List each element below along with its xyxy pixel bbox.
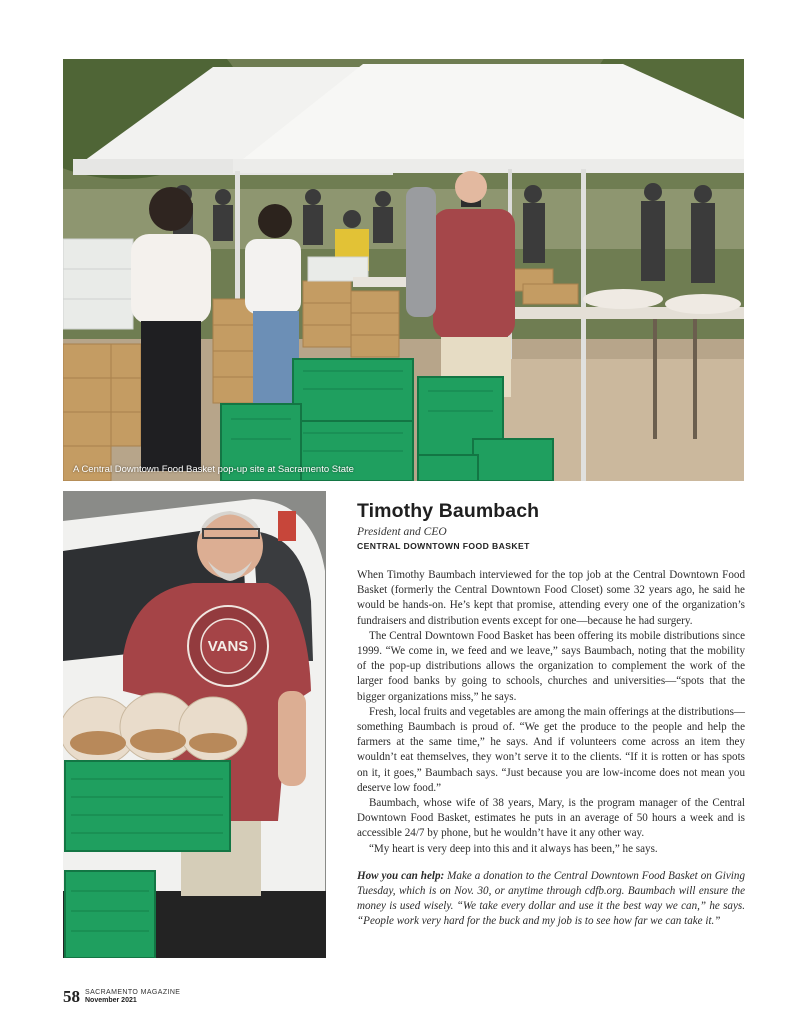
photo-portrait — [63, 491, 326, 958]
person-role: President and CEO — [357, 526, 447, 538]
portrait-illustration — [63, 491, 326, 958]
article-paragraph: “My heart is very deep into this and it always has been,” he says. — [369, 842, 658, 855]
article-paragraph: Fresh, local fruits and vegetables are among the main offerings at the distributions—something Baumbach is proud of. “We get the produce to the people and help the farmers at the same time,” he says. And if volunteers come across an item they wouldn’t eat themselves, they won’t serve it to the clients. “If it is rotten or has spots on it, it goes,” Baumbach says. “Just because you are low-income does not mean you deserve low food.” — [357, 705, 745, 794]
article — [357, 500, 745, 930]
how-to-help — [357, 869, 745, 930]
photo-caption: A Central Downtown Food Basket pop-up site at Sacramento State — [73, 464, 354, 475]
organization-name: CENTRAL DOWNTOWN FOOD BASKET — [357, 541, 530, 551]
food-distribution-illustration — [63, 59, 744, 481]
help-text: Make a donation to the Central Downtown Food Basket on Giving Tuesday, which is on Nov. 30, or anytime through cdfb.org. Baumbach will ensure the money is used wisely. “We take every dollar and use it the best way we can,” he says. “People work very hard for the buck and my job is to see how far we can take it.” — [357, 869, 745, 928]
page-footer — [63, 988, 180, 1005]
article-body — [357, 568, 745, 857]
issue-date: November 2021 — [85, 997, 137, 1004]
page-number: 58 — [63, 987, 80, 1006]
vans-logo-text: VANS — [207, 638, 249, 655]
photo-food-distribution — [63, 59, 744, 481]
article-paragraph: Baumbach, whose wife of 38 years, Mary, is the program manager of the Central Downtown Food Basket, estimates he puts in an average of 50 hours a week and is accessible 24/7 by phone, but he wouldn’t have it any other way. — [357, 797, 745, 840]
article-paragraph: The Central Downtown Food Basket has been offering its mobile distributions since 1999. “We come in, we feed and we leave,” says Baumbach, noting that the mobility of the pop-up distributions allows the organization to complement the work of the larger food banks by going to schools, churches and universities—“spots that the bigger organizations miss,” he says. — [357, 629, 745, 703]
help-label: How you can help: — [357, 869, 445, 882]
publication-info — [85, 989, 180, 1005]
publication-name: SACRAMENTO MAGAZINE — [85, 989, 181, 996]
article-paragraph: When Timothy Baumbach interviewed for the top job at the Central Downtown Food Basket (formerly the Central Downtown Food Closet) some 32 years ago, he said he would be hands-on. He’s kept that promise, attending every one of the organization’s fundraisers and distribution events except for one—because he had surgery. — [357, 569, 745, 627]
person-name: Timothy Baumbach — [357, 500, 540, 522]
